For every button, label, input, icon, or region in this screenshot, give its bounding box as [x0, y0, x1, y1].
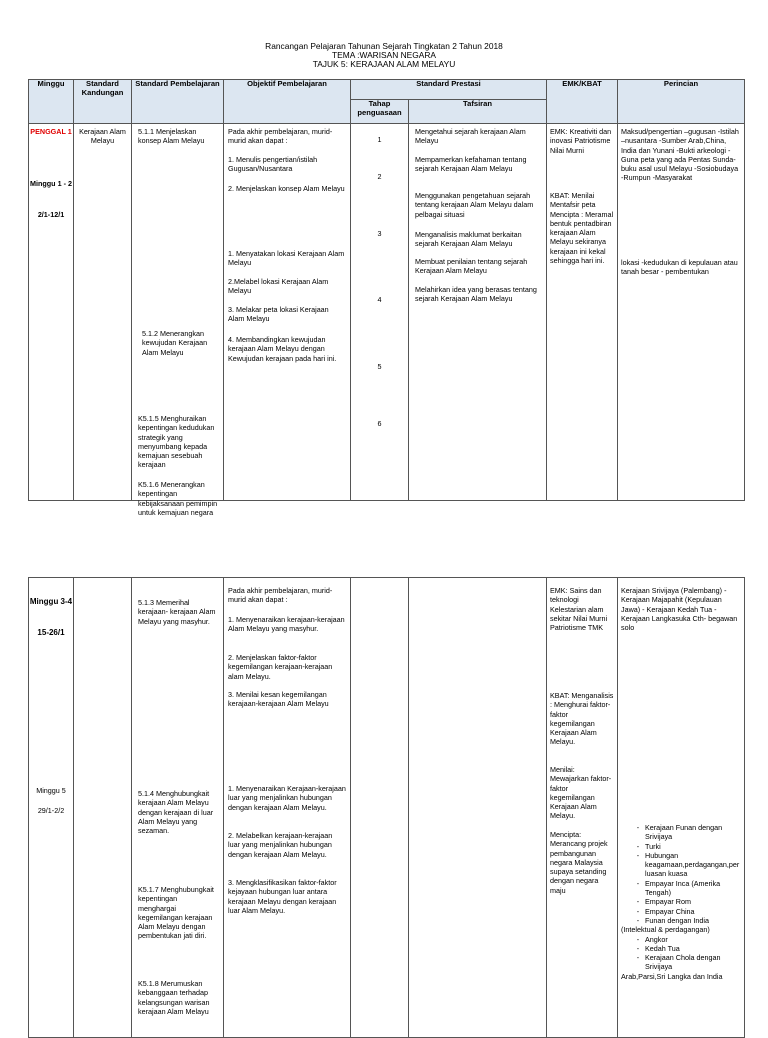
list-item: - Empayar China — [636, 906, 695, 916]
perincian-tail: Arab,Parsi,Sri Langka dan India — [621, 971, 723, 981]
list-item: - Kedah Tua — [636, 943, 680, 953]
tahap-number: 3 — [377, 229, 382, 238]
k-5-1-6: K5.1.6 Menerangkan kepentingan kebijaksanaan pemimpin untuk kemajuan negara — [138, 480, 218, 517]
header-perincian: Perincian — [618, 80, 745, 124]
date-range: 29/1-2/2 — [37, 806, 65, 815]
list-item: - Kerajaan Funan dengan Srivijaya — [636, 823, 723, 842]
date-range: 15-26/1 — [37, 628, 65, 637]
emk-cell — [547, 578, 618, 1038]
objektif-intro: Pada akhir pembelajaran, murid-murid akan dapat : — [228, 127, 333, 146]
tafsiran-cell — [409, 578, 547, 1038]
objektif-intro: Pada akhir pembelajaran, murid-murid akan dapat : — [228, 586, 333, 605]
kbat-text: KBAT: Menilai Mentafsir peta Mencipta : Meramal bentuk pentadbiran kerajaan Alam Melayu sekiranya kerajaan ini kekal sehingga hari ini. — [550, 191, 614, 266]
list-item: - Empayar Inca (Amerika Tengah) — [636, 878, 721, 898]
header-standard-pembelajaran: Standard Pembelajaran — [132, 80, 224, 124]
perincian-cell — [618, 124, 745, 501]
date-range: 2/1-12/1 — [37, 210, 65, 219]
perincian-list — [621, 823, 741, 981]
objektif-item: 2. Menjelaskan faktor-faktor kegemilangan kerajaan-kerajaan alam Melayu. — [228, 653, 333, 681]
header-tafsiran: Tafsiran — [409, 100, 547, 124]
kbat-text: KBAT: Menganalisis : Menghurai faktor-faktor kegemilangan Kerajaan Alam Melayu. — [550, 691, 614, 747]
sp-5-1-1: 5.1.1 Menjelaskan konsep Alam Melayu — [138, 127, 205, 146]
tahap-number: 2 — [377, 172, 382, 181]
emk-cell — [547, 124, 618, 501]
tafsiran-item: Melahirkan idea yang berasas tentang sejarah Kerajaan Alam Melayu — [415, 285, 537, 304]
perincian-text: lokasi -kedudukan di kepulauan atau tanah besar - pembentukan — [621, 258, 738, 277]
header-emk-kbat: EMK/KBAT — [547, 80, 618, 124]
objektif-item: 1. Menyenaraikan kerajaan-kerajaan Alam Melayu yang masyhur. — [228, 615, 345, 634]
theme-title: TEMA :WARISAN NEGARA — [332, 50, 436, 60]
pembelajaran-cell — [132, 578, 224, 1038]
tafsiran-item: Mengetahui sejarah kerajaan Alam Melayu — [415, 127, 526, 146]
list-item: - Kerajaan Chola dengan Srivijaya — [636, 953, 721, 972]
objektif-item: 2.Melabel lokasi Kerajaan Alam Melayu — [228, 277, 329, 296]
k-5-1-7: K5.1.7 Menghubungkait kepentingan menghargai kegemilangan kerajaan Alam Melayu dengan pembentukan jati diri. — [138, 885, 214, 941]
emk-text: EMK: Kreativiti dan inovasi Patriotisme Nilai Murni — [550, 127, 612, 155]
sp-5-1-3: 5.1.3 Memerihal kerajaan- kerajaan Alam Melayu yang masyhur. — [138, 598, 216, 626]
header-objektif: Objektif Pembelajaran — [224, 80, 351, 124]
tahap-number: 4 — [377, 295, 382, 304]
emk-text: EMK: Sains dan teknologi Kelestarian alam sekitar Nilai Murni Patriotisme TMK — [550, 586, 608, 633]
week-label: Minggu 3-4 — [29, 597, 73, 606]
objektif-item: 3. Mengklasifikasikan faktor-faktor kejayaan hubungan luar antara kerajaan Melayu dengan kerajaan luar Alam Melayu. — [228, 878, 337, 915]
week-label: Minggu 5 — [36, 786, 66, 795]
list-item: - Angkor — [636, 934, 668, 944]
tahap-number: 1 — [377, 135, 382, 144]
pembelajaran-cell — [132, 124, 224, 517]
tafsiran-cell — [409, 124, 547, 501]
tahap-cell — [351, 578, 409, 1038]
mencipta-text: Mencipta: Merancang projek pembangunan negara Malaysia supaya setanding dengan negara maju — [550, 830, 608, 895]
objektif-item: 3. Melakar peta lokasi Kerajaan Alam Melayu — [228, 305, 329, 324]
header-standard-kandungan: Standard Kandungan — [74, 80, 132, 124]
standard-kandungan-text: Kerajaan Alam Melayu — [79, 127, 126, 146]
penggal-label: PENGGAL 1 — [30, 127, 72, 136]
objektif-item: 1. Menulis pengertian/istilah Gugusan/Nusantara — [228, 155, 318, 174]
list-item: - Funan dengan India — [636, 915, 709, 925]
sp-5-1-2: 5.1.2 Menerangkan kewujudan Kerajaan Alam Melayu — [142, 329, 208, 357]
week-label: Minggu 1 - 2 — [30, 179, 72, 188]
tafsiran-item: Membuat penilaian tentang sejarah Kerajaan Alam Melayu — [415, 257, 528, 276]
list-item: - Hubungan keagamaan,perdagangan,per luasan kuasa — [636, 850, 740, 879]
k-5-1-8: K5.1.8 Merumuskan kebanggaan terhadap kelangsungan warisan kerajaan Alam Melayu — [138, 979, 210, 1016]
lesson-plan-table-2 — [28, 577, 745, 1038]
objektif-item: 3. Menilai kesan kegemilangan kerajaan-kerajaan Alam Melayu — [228, 690, 329, 709]
objektif-item: 2. Melabelkan kerajaan-kerajaan luar yang menjalinkan hubungan dengan kerajaan Alam Melayu. — [228, 831, 333, 859]
kandungan-cell — [74, 124, 132, 501]
kandungan-cell — [74, 578, 132, 1038]
header-standard-prestasi: Standard Prestasi — [351, 80, 547, 100]
minggu-cell — [29, 124, 74, 501]
header-minggu: Minggu — [29, 80, 74, 124]
objektif-item: 2. Menjelaskan konsep Alam Melayu — [228, 184, 345, 193]
tahap-number: 6 — [377, 419, 382, 428]
topic-title: TAJUK 5: KERAJAAN ALAM MELAYU — [312, 59, 456, 69]
tafsiran-item: Mempamerkan kefahaman tentang sejarah Kerajaan Alam Melayu — [415, 155, 527, 174]
list-item: - Turki — [636, 841, 661, 851]
objektif-item: 4. Membandingkan kewujudan kerajaan Alam Melayu dengan Kewujudan kerajaan pada hari ini. — [228, 335, 337, 363]
sp-5-1-4: 5.1.4 Menghubungkait kerajaan Alam Melayu dengan kerajaan di luar Alam Melayu yang sezaman. — [138, 789, 214, 836]
lesson-plan-table-1 — [28, 79, 745, 517]
tahap-cell — [351, 124, 409, 501]
objektif-cell — [224, 124, 351, 501]
header-tahap: Tahap penguasaan — [351, 100, 409, 124]
perincian-text: Maksud/pengertian –gugusan -Istilah –nusantara -Sumber Arab,China, India dan Yunani -Bukti arkeologi -Guna peta yang ada Pentas Sunda-buku asal usul Melayu -Sosiobudaya -Rumpun -Masyarakat — [621, 127, 739, 183]
document-title: Rancangan Pelajaran Tahunan Sejarah Tingkatan 2 Tahun 2018 — [265, 41, 503, 51]
tahap-number: 5 — [377, 362, 382, 371]
perincian-note: (Intelektual & perdagangan) — [621, 925, 710, 935]
list-item: - Empayar Rom — [636, 897, 691, 907]
objektif-item: 1. Menyatakan lokasi Kerajaan Alam Melayu — [228, 249, 345, 268]
tafsiran-item: Menganalisis maklumat berkaitan sejarah Kerajaan Alam Melayu — [415, 230, 522, 249]
perincian-text: Kerajaan Srivijaya (Palembang) -Kerajaan Majapahit (Kepulauan Jawa) - Kerajaan Kedah Tua - Kerajaan Langkasuka Cth- begawan solo — [621, 586, 738, 633]
objektif-item: 1. Menyenaraikan Kerajaan-kerajaan luar yang menjalinkan hubungan dengan kerajaan Alam Melayu. — [228, 784, 346, 812]
k-5-1-5: K5.1.5 Menghuraikan kepentingan kedudukan strategik yang menyumbang kepada kemajuan sesebuah kerajaan — [138, 414, 215, 470]
perincian-cell — [618, 578, 745, 1038]
minggu-cell — [29, 578, 74, 1038]
menilai-text: Menilai: Mewajarkan faktor-faktor kegemilangan Kerajaan Alam Melayu. — [550, 765, 612, 821]
objektif-cell — [224, 578, 351, 1038]
tafsiran-item: Menggunakan pengetahuan sejarah tentang kerajaan Alam Melayu dalam pelbagai situasi — [415, 191, 534, 219]
